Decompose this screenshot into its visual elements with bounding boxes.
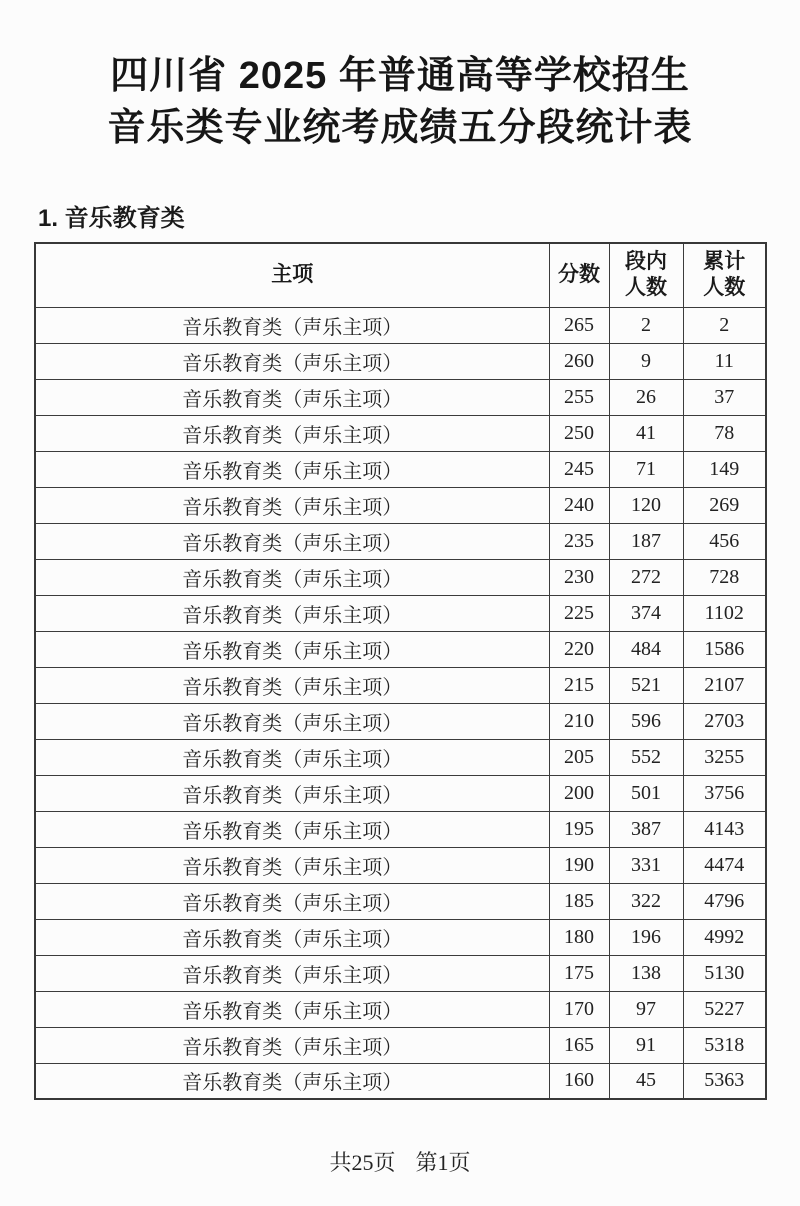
table-row	[35, 1027, 766, 1063]
cell-cumulative-count: 2	[683, 307, 766, 343]
cell-main-subject: 音乐教育类（声乐主项）	[35, 739, 549, 775]
cell-score: 180	[549, 919, 609, 955]
cell-score: 220	[549, 631, 609, 667]
cell-segment-count: 331	[609, 847, 683, 883]
section-heading: 1. 音乐教育类	[38, 205, 185, 232]
cell-score: 225	[549, 595, 609, 631]
table-row	[35, 451, 766, 487]
cell-main-subject: 音乐教育类（声乐主项）	[35, 595, 549, 631]
table-row	[35, 883, 766, 919]
cell-segment-count: 387	[609, 811, 683, 847]
header-cumulative-count	[683, 243, 766, 307]
cell-cumulative-count: 2703	[683, 703, 766, 739]
cell-cumulative-count: 1102	[683, 595, 766, 631]
cell-main-subject: 音乐教育类（声乐主项）	[35, 883, 549, 919]
cell-cumulative-count: 2107	[683, 667, 766, 703]
table-header-row	[35, 243, 766, 307]
cell-main-subject: 音乐教育类（声乐主项）	[35, 703, 549, 739]
cell-cumulative-count: 149	[683, 451, 766, 487]
cell-segment-count: 120	[609, 487, 683, 523]
cell-segment-count: 71	[609, 451, 683, 487]
cell-segment-count: 9	[609, 343, 683, 379]
cell-cumulative-count: 269	[683, 487, 766, 523]
cell-segment-count: 501	[609, 775, 683, 811]
table-row	[35, 559, 766, 595]
table-row	[35, 307, 766, 343]
cell-cumulative-count: 4143	[683, 811, 766, 847]
cell-main-subject: 音乐教育类（声乐主项）	[35, 487, 549, 523]
score-distribution-table	[34, 242, 767, 1100]
table-row	[35, 595, 766, 631]
cell-segment-count: 374	[609, 595, 683, 631]
table-row	[35, 667, 766, 703]
cell-cumulative-count: 728	[683, 559, 766, 595]
table-row	[35, 847, 766, 883]
cell-segment-count: 41	[609, 415, 683, 451]
footer-current-page: 第1页	[415, 1150, 471, 1175]
cell-cumulative-count: 4796	[683, 883, 766, 919]
cell-main-subject: 音乐教育类（声乐主项）	[35, 523, 549, 559]
cell-cumulative-count: 5318	[683, 1027, 766, 1063]
cell-score: 175	[549, 955, 609, 991]
table-row	[35, 487, 766, 523]
cell-cumulative-count: 456	[683, 523, 766, 559]
table-row	[35, 775, 766, 811]
cell-score: 165	[549, 1027, 609, 1063]
table-header	[35, 243, 766, 307]
table-row	[35, 415, 766, 451]
table-row	[35, 991, 766, 1027]
cell-main-subject: 音乐教育类（声乐主项）	[35, 343, 549, 379]
cell-cumulative-count: 4474	[683, 847, 766, 883]
cell-main-subject: 音乐教育类（声乐主项）	[35, 631, 549, 667]
cell-score: 230	[549, 559, 609, 595]
cell-segment-count: 196	[609, 919, 683, 955]
footer-total-pages: 共25页	[329, 1150, 396, 1175]
cell-score: 235	[549, 523, 609, 559]
cell-main-subject: 音乐教育类（声乐主项）	[35, 1027, 549, 1063]
table-row	[35, 811, 766, 847]
cell-main-subject: 音乐教育类（声乐主项）	[35, 919, 549, 955]
cell-cumulative-count: 5227	[683, 991, 766, 1027]
table-row	[35, 955, 766, 991]
page-title-line-1: 四川省 2025 年普通高等学校招生	[110, 55, 690, 97]
cell-main-subject: 音乐教育类（声乐主项）	[35, 847, 549, 883]
cell-main-subject: 音乐教育类（声乐主项）	[35, 415, 549, 451]
cell-main-subject: 音乐教育类（声乐主项）	[35, 775, 549, 811]
table-body	[35, 307, 766, 1099]
cell-segment-count: 322	[609, 883, 683, 919]
cell-score: 255	[549, 379, 609, 415]
cell-segment-count: 187	[609, 523, 683, 559]
cell-score: 250	[549, 415, 609, 451]
cell-score: 205	[549, 739, 609, 775]
cell-cumulative-count: 4992	[683, 919, 766, 955]
cell-segment-count: 484	[609, 631, 683, 667]
cell-score: 195	[549, 811, 609, 847]
cell-cumulative-count: 3255	[683, 739, 766, 775]
cell-main-subject: 音乐教育类（声乐主项）	[35, 811, 549, 847]
cell-main-subject: 音乐教育类（声乐主项）	[35, 307, 549, 343]
cell-main-subject: 音乐教育类（声乐主项）	[35, 667, 549, 703]
cell-score: 215	[549, 667, 609, 703]
cell-segment-count: 26	[609, 379, 683, 415]
cell-score: 160	[549, 1063, 609, 1099]
cell-segment-count: 272	[609, 559, 683, 595]
page-title-line-2: 音乐类专业统考成绩五分段统计表	[107, 107, 693, 149]
cell-cumulative-count: 78	[683, 415, 766, 451]
cell-score: 200	[549, 775, 609, 811]
cell-segment-count: 45	[609, 1063, 683, 1099]
cell-segment-count: 91	[609, 1027, 683, 1063]
cell-score: 170	[549, 991, 609, 1027]
cell-main-subject: 音乐教育类（声乐主项）	[35, 559, 549, 595]
header-cumulative-count-line-1: 累计	[703, 250, 746, 273]
cell-cumulative-count: 5130	[683, 955, 766, 991]
cell-cumulative-count: 3756	[683, 775, 766, 811]
cell-segment-count: 138	[609, 955, 683, 991]
cell-segment-count: 97	[609, 991, 683, 1027]
page-footer	[0, 1146, 800, 1177]
cell-score: 210	[549, 703, 609, 739]
table-row	[35, 379, 766, 415]
page-title	[0, 50, 800, 154]
header-score: 分数	[549, 243, 609, 307]
cell-cumulative-count: 1586	[683, 631, 766, 667]
cell-score: 185	[549, 883, 609, 919]
table-row	[35, 631, 766, 667]
header-segment-count-line-1: 段内	[625, 250, 667, 273]
cell-main-subject: 音乐教育类（声乐主项）	[35, 955, 549, 991]
cell-segment-count: 521	[609, 667, 683, 703]
cell-cumulative-count: 37	[683, 379, 766, 415]
table-row	[35, 919, 766, 955]
table-row	[35, 739, 766, 775]
cell-score: 260	[549, 343, 609, 379]
cell-main-subject: 音乐教育类（声乐主项）	[35, 991, 549, 1027]
cell-score: 240	[549, 487, 609, 523]
cell-main-subject: 音乐教育类（声乐主项）	[35, 451, 549, 487]
header-main-subject: 主项	[35, 243, 549, 307]
table-row	[35, 1063, 766, 1099]
header-cumulative-count-line-2: 人数	[703, 276, 746, 300]
table-row	[35, 703, 766, 739]
cell-cumulative-count: 5363	[683, 1063, 766, 1099]
header-segment-count-line-2: 人数	[625, 276, 667, 300]
table-row	[35, 343, 766, 379]
header-segment-count	[609, 243, 683, 307]
table-row	[35, 523, 766, 559]
cell-score: 190	[549, 847, 609, 883]
cell-score: 245	[549, 451, 609, 487]
cell-cumulative-count: 11	[683, 343, 766, 379]
cell-main-subject: 音乐教育类（声乐主项）	[35, 1063, 549, 1099]
cell-segment-count: 552	[609, 739, 683, 775]
cell-segment-count: 596	[609, 703, 683, 739]
cell-main-subject: 音乐教育类（声乐主项）	[35, 379, 549, 415]
cell-segment-count: 2	[609, 307, 683, 343]
cell-score: 265	[549, 307, 609, 343]
